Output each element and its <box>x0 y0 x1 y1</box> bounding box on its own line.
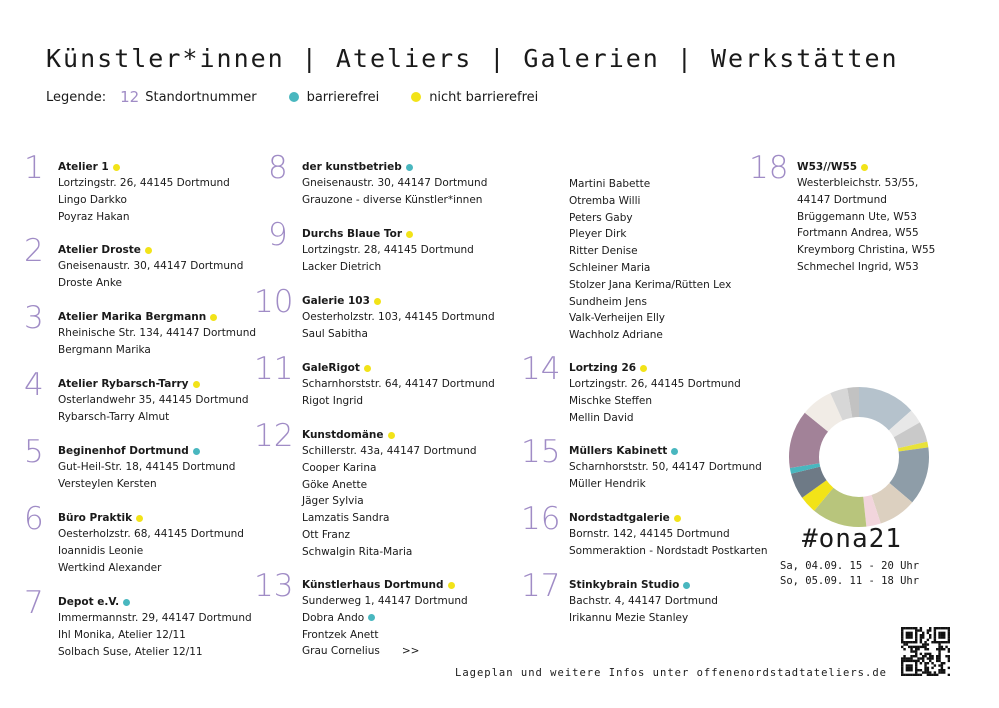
not-accessible-dot-icon <box>674 515 681 522</box>
location-line: Sommeraktion - Nordstadt Postkarten <box>569 544 768 557</box>
location-name: Atelier Rybarsch-Tarry <box>58 378 189 390</box>
location-line: Wachholz Adriane <box>569 329 663 342</box>
location-name: W53//W55 <box>797 161 858 173</box>
legend-number-example: 12 <box>120 88 140 106</box>
not-accessible-dot-icon <box>448 582 455 589</box>
location-entry <box>254 568 468 660</box>
location-number: 3 <box>24 300 44 336</box>
location-line: Grauzone - diverse Künstler*innen <box>302 193 483 206</box>
location-name: Nordstadtgalerie <box>569 512 670 524</box>
location-entry <box>569 176 731 344</box>
location-entry <box>268 217 474 276</box>
not-accessible-dot-icon <box>364 365 371 372</box>
location-line: Valk-Verheijen Elly <box>569 312 666 325</box>
location-line: Schleiner Maria <box>569 261 651 274</box>
location-line: Gut-Heil-Str. 18, 44145 Dortmund <box>58 461 236 473</box>
hashtag: #ona21 <box>802 524 902 554</box>
location-entry <box>24 434 236 493</box>
location-entry <box>254 284 495 343</box>
location-line: Bergmann Marika <box>58 343 151 356</box>
location-line: Lortzingstr. 28, 44145 Dortmund <box>302 244 474 256</box>
accessible-dot-icon <box>406 164 413 171</box>
location-entry <box>24 501 244 576</box>
location-line: Stolzer Jana Kerima/Rütten Lex <box>569 278 732 291</box>
location-name: Künstlerhaus Dortmund <box>302 579 444 591</box>
footer-info: Lageplan und weitere Infos unter offenenordstadtateliers.de <box>455 667 887 679</box>
location-line: Cooper Karina <box>302 461 377 474</box>
location-number: 2 <box>24 233 44 269</box>
location-line: Sunderweg 1, 44147 Dortmund <box>302 595 468 607</box>
location-line: Westerbleichstr. 53/55, <box>797 177 919 189</box>
not-accessible-dot-icon <box>145 247 152 254</box>
location-line: Ott Franz <box>302 528 351 541</box>
location-number: 12 <box>254 418 294 454</box>
location-entry <box>24 300 257 359</box>
location-line: Peters Gaby <box>569 211 633 224</box>
location-name: Stinkybrain Studio <box>569 579 680 591</box>
location-line: Bachstr. 4, 44147 Dortmund <box>569 595 718 607</box>
location-entry <box>24 233 244 292</box>
location-line: Gneisenaustr. 30, 44147 Dortmund <box>302 177 488 189</box>
location-line: Grau Cornelius <box>302 645 380 658</box>
location-line: Osterlandwehr 35, 44145 Dortmund <box>58 394 249 406</box>
location-entry <box>254 418 477 561</box>
accessible-dot-icon <box>683 582 690 589</box>
location-number: 16 <box>521 501 561 537</box>
not-accessible-dot-icon <box>411 92 421 102</box>
not-accessible-dot-icon <box>210 314 217 321</box>
location-line: Göke Anette <box>302 478 368 491</box>
location-name: Atelier 1 <box>58 161 109 173</box>
location-line: Scharnhorststr. 64, 44147 Dortmund <box>302 378 495 390</box>
legend-accessible: barrierefrei <box>306 89 380 105</box>
location-name: Büro Praktik <box>58 512 133 524</box>
location-line: Bornstr. 142, 44145 Dortmund <box>569 528 730 540</box>
location-line: Gneisenaustr. 30, 44147 Dortmund <box>58 260 244 272</box>
location-entry <box>24 367 249 426</box>
location-line: Pleyer Dirk <box>569 228 627 241</box>
location-number: 10 <box>254 284 294 320</box>
location-line: Rybarsch-Tarry Almut <box>58 410 170 423</box>
not-accessible-dot-icon <box>136 515 143 522</box>
location-line: Poyraz Hakan <box>58 210 130 223</box>
location-entry <box>521 351 741 426</box>
location-entry <box>24 150 230 225</box>
accessible-dot-icon <box>289 92 299 102</box>
location-line: Mellin David <box>569 411 634 424</box>
location-name: Galerie 103 <box>302 295 370 307</box>
location-line: Immermannstr. 29, 44147 Dortmund <box>58 612 252 624</box>
location-entry <box>254 351 495 410</box>
location-line: Kreymborg Christina, W55 <box>797 244 936 257</box>
location-name: Atelier Droste <box>58 244 141 256</box>
location-line: Ritter Denise <box>569 245 638 258</box>
location-number: 8 <box>268 150 288 186</box>
page-title: Künstler*innen | Ateliers | Galerien | Werkstätten <box>46 44 899 73</box>
location-line: Mischke Steffen <box>569 394 652 407</box>
location-line: Schmechel Ingrid, W53 <box>797 260 919 273</box>
location-number: 11 <box>254 351 294 387</box>
location-name: Müllers Kabinett <box>569 445 668 457</box>
location-number: 18 <box>749 150 789 186</box>
location-line: Jäger Sylvia <box>302 495 364 508</box>
location-line: Müller Hendrik <box>569 477 646 490</box>
accessible-dot-icon <box>368 614 375 621</box>
location-line: Lortzingstr. 26, 44145 Dortmund <box>569 378 741 390</box>
accessible-dot-icon <box>671 448 678 455</box>
location-entry <box>521 568 718 627</box>
location-line: Lacker Dietrich <box>302 260 382 273</box>
not-accessible-dot-icon <box>113 164 120 171</box>
location-line: Dobra Ando <box>302 611 365 624</box>
location-line: Fortmann Andrea, W55 <box>797 227 919 240</box>
location-line: Schwalgin Rita-Maria <box>302 545 413 558</box>
location-line: Lortzingstr. 26, 44145 Dortmund <box>58 177 230 189</box>
location-line: Oesterholzstr. 103, 44145 Dortmund <box>302 311 495 323</box>
location-line: Sundheim Jens <box>569 295 647 308</box>
location-line: Oesterholzstr. 68, 44145 Dortmund <box>58 528 244 540</box>
not-accessible-dot-icon <box>406 231 413 238</box>
location-line: Ihl Monika, Atelier 12/11 <box>58 628 186 641</box>
location-line: 44147 Dortmund <box>797 193 887 206</box>
location-entry <box>521 501 768 560</box>
not-accessible-dot-icon <box>388 432 395 439</box>
location-line: Wertkind Alexander <box>58 561 162 574</box>
location-entry <box>24 585 252 660</box>
location-line: Droste Anke <box>58 276 122 289</box>
location-line: Solbach Suse, Atelier 12/11 <box>58 645 203 658</box>
legend-number-text: Standortnummer <box>145 89 257 105</box>
location-line: Versteylen Kersten <box>58 477 157 490</box>
event-date-saturday: Sa, 04.09. 15 - 20 Uhr <box>780 560 920 572</box>
location-number: 13 <box>254 568 294 604</box>
legend-not-accessible: nicht barrierefrei <box>429 89 539 105</box>
location-line: Ioannidis Leonie <box>58 544 144 557</box>
accessible-dot-icon <box>123 599 130 606</box>
location-number: 9 <box>268 217 288 253</box>
location-number: 5 <box>24 434 44 470</box>
location-name: Durchs Blaue Tor <box>302 228 403 240</box>
location-name: Lortzing 26 <box>569 362 637 374</box>
location-line: Rigot Ingrid <box>302 394 364 407</box>
location-line: Otremba Willi <box>569 194 641 207</box>
location-line: Irikannu Mezie Stanley <box>569 611 689 624</box>
location-number: 15 <box>521 434 561 470</box>
ring-logo-icon <box>788 386 930 528</box>
location-line: Frontzek Anett <box>302 628 379 641</box>
location-line: Scharnhorststr. 50, 44147 Dortmund <box>569 461 762 473</box>
event-date-sunday: So, 05.09. 11 - 18 Uhr <box>780 575 920 587</box>
location-number: 14 <box>521 351 561 387</box>
location-line: Rheinische Str. 134, 44147 Dortmund <box>58 327 257 339</box>
not-accessible-dot-icon <box>640 365 647 372</box>
not-accessible-dot-icon <box>861 164 868 171</box>
location-entry <box>749 150 936 276</box>
location-line: Saul Sabitha <box>302 327 368 340</box>
location-name: der kunstbetrieb <box>302 161 402 173</box>
location-entry <box>268 150 488 209</box>
location-name: Beginenhof Dortmund <box>58 445 189 457</box>
location-name: Atelier Marika Bergmann <box>58 311 207 323</box>
qr-code-icon <box>901 627 950 676</box>
legend-label: Legende: <box>46 89 107 105</box>
location-number: 4 <box>24 367 44 403</box>
location-line: Martini Babette <box>569 178 651 190</box>
location-number: 1 <box>24 150 44 186</box>
location-name: GaleRigot <box>302 362 360 374</box>
location-line: Lingo Darkko <box>58 193 127 206</box>
location-number: 6 <box>24 501 44 537</box>
continued-marker: >> <box>401 645 420 658</box>
location-line: Schillerstr. 43a, 44147 Dortmund <box>302 445 477 457</box>
location-number: 17 <box>521 568 561 604</box>
location-number: 7 <box>24 585 44 621</box>
legend <box>46 88 538 106</box>
accessible-dot-icon <box>193 448 200 455</box>
location-name: Kunstdomäne <box>302 429 384 441</box>
not-accessible-dot-icon <box>374 298 381 305</box>
location-line: Brüggemann Ute, W53 <box>797 210 917 223</box>
not-accessible-dot-icon <box>193 381 200 388</box>
location-entry <box>521 434 762 493</box>
location-line: Lamzatis Sandra <box>302 512 390 525</box>
location-name: Depot e.V. <box>58 596 120 608</box>
